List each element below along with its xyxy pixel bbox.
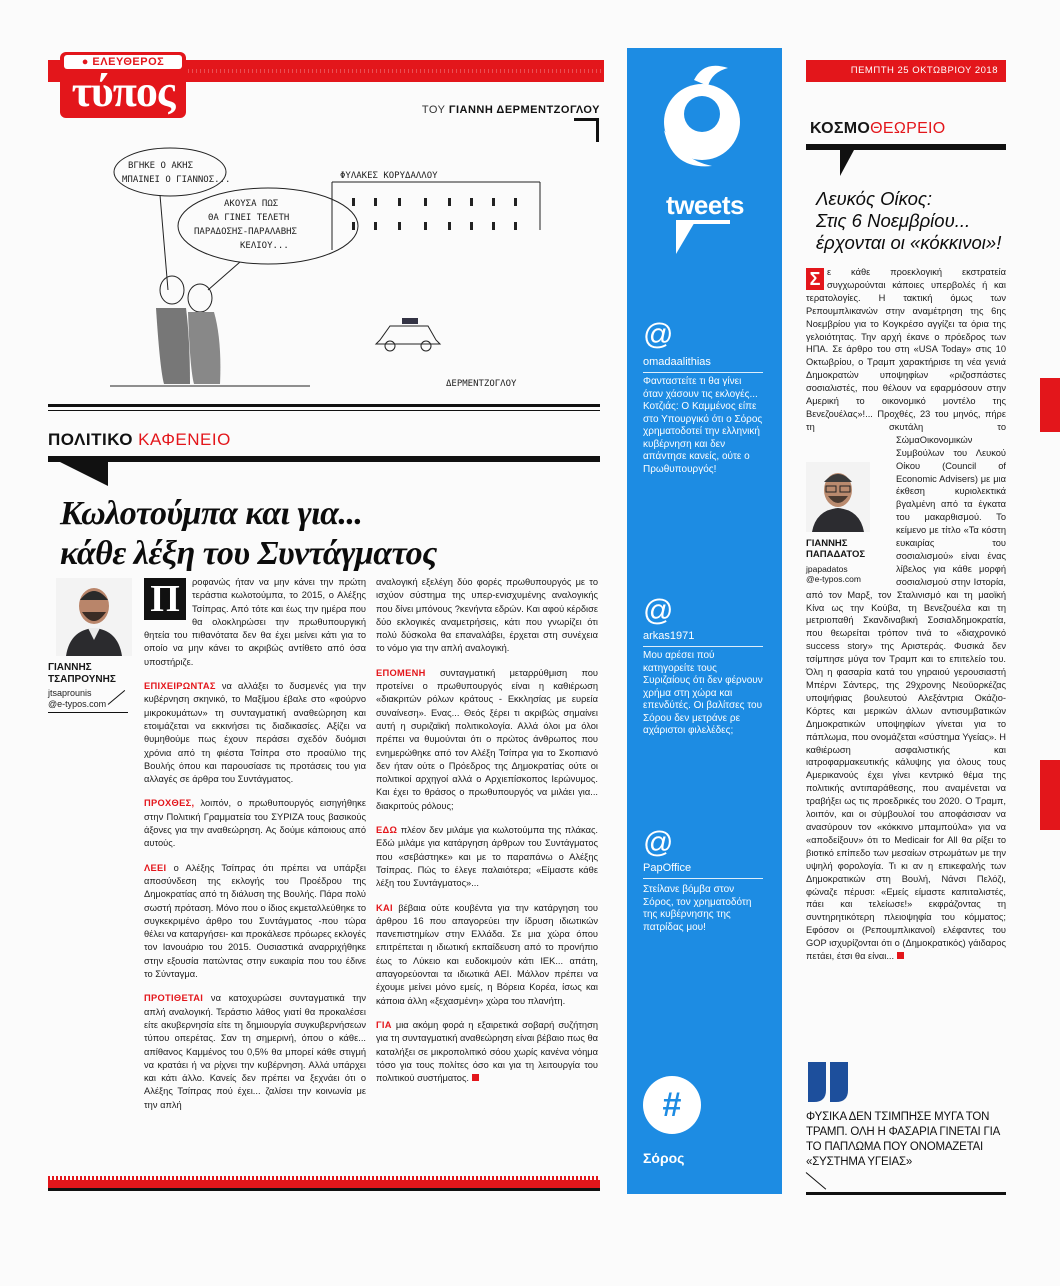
byline-prefix: ΤΟΥ (421, 104, 446, 116)
pull-quote-rule (806, 1192, 1006, 1195)
article-paragraph (144, 992, 366, 1112)
right-author-name (806, 538, 876, 560)
right-section-shard (840, 150, 854, 176)
quote-icon-drawing (806, 1060, 852, 1104)
right-headline (816, 188, 1006, 254)
at-icon: @ (643, 594, 674, 627)
end-mark-icon (897, 952, 904, 959)
author-domain: @e-typos.com (48, 699, 107, 709)
right-author-email[interactable] (806, 564, 886, 584)
paragraph-keyword: ΕΠΙΧΕΙΡΩΝΤΑΣ (144, 681, 216, 692)
bubble1-line1: ΒΓΗΚΕ Ο ΑΚΗΣ (128, 161, 194, 171)
tweet-handle[interactable]: arkas1971 (643, 630, 695, 642)
page-edge-mark (1040, 378, 1060, 432)
byline-tick (596, 118, 599, 142)
right-section-rule (806, 144, 1006, 150)
bubble2-line1: ΑΚΟΥΣΑ ΠΩΣ (224, 199, 279, 209)
cartoon-rule-thin (48, 410, 600, 411)
article-paragraph (144, 862, 366, 982)
footer-black-band (48, 1188, 600, 1191)
paragraph-text: μια ακόμη φορά η εξαιρετικά σοβαρή συζήτηση για τη συνταγματική αναθεώρηση είναι βέβαιο πως θα καταλήξει σε μικροπολιτικό σόου χωρίς κανένα νόημα τόσο για τους πολίτες όσο και για τη λειτουργία του πολιτικού συστήματος. (376, 1019, 598, 1084)
page-edge-mark (1040, 760, 1060, 830)
tweets-title: tweets (666, 190, 744, 220)
tweet-divider (643, 878, 763, 879)
paragraph-keyword: ΠΡΟΧΘΕΣ, (144, 798, 195, 809)
cartoon-byline (400, 104, 600, 116)
author-photo (56, 578, 132, 656)
bubble2-line3: ΠΑΡΑΔΟΣΗΣ-ΠΑΡΑΛΑΒΗΣ (194, 227, 297, 237)
right-author-handle: jpapadatos (806, 564, 848, 574)
right-section-title (810, 120, 946, 138)
logo-wordmark: τύπος (71, 67, 175, 116)
paragraph-text: βέβαια ούτε κουβέντα για την κατάργηση του άρθρου 16 που απαγορεύει την ίδρυση ιδιωτικών πανεπιστημίων στην Ελλάδα. Σε μια χώρα όπου επιτρέπεται η ιδιωτική εκπαίδευση από το προνήπιο έως το Λύκειο και ευδοκιμούν κάτι ΙΕΚ... απάτη, απαγορεύονται τα ιδιωτικά ΑΕΙ. Μάλλον πρέπει να έχουμε μείνει μόνο εμείς, η Βόρεια Κορέα, ίσως και κάποια άλλη «ξεχασμένη» χώρα του πλανήτη. (376, 902, 598, 1006)
issue-date: ΠΕΜΠΤΗ 25 ΟΚΤΩΒΡΙΟΥ 2018 (806, 60, 1006, 82)
pull-quote-diag (806, 1172, 827, 1189)
right-author-name-line1: ΓΙΑΝΝΗΣ (806, 538, 848, 549)
end-mark-icon (472, 1074, 479, 1081)
tweet-divider (643, 372, 763, 373)
paragraph-text: να αλλάξει το δυσμενές για την κυβέρνηση σκηνικό, το Μαξίμου έβαλε στο «φούρνο μικροκυμάτων» τη συνταγματική αναθεώρηση και ετοιμάζεται να εκκινήσει τις διαδικασίες. Αξίζει να θυμηθούμε πως έχουν περάσει σχεδόν δυόμισι χρόνια από τη φιέστα Τσίπρα στο προαύλιο της Βουλής όπου και παρουσίασε τις προτάσεις του για αλλαγές σε άρθρα του Συντάγματος. (144, 681, 366, 785)
pull-quote: ΦΥΣΙΚΑ ΔΕΝ ΤΣΙΜΠΗΣΕ ΜΥΓΑ ΤΟΝ ΤΡΑΜΠ. ΟΛΗ Η ΦΑΣΑΡΙΑ ΓΙΝΕΤΑΙ ΓΙΑ ΤΟ ΠΑΠΛΩΜΑ ΠΟΥ ΟΝΟΜΑΖΕΤΑΙ «ΣΥΣΤΗΜΑ ΥΓΕΙΑΣ» (806, 1111, 1000, 1168)
paragraph-keyword: ΕΔΩ (376, 825, 398, 836)
prison-sign: ΦΥΛΑΚΕΣ ΚΟΡΥΔΑΛΛΟΥ (340, 171, 438, 181)
right-author-domain: @e-typos.com (806, 574, 861, 584)
right-headline-line1: Λευκός Οίκος: (816, 188, 933, 209)
right-title-bold: ΚΟΣΜΟ (810, 120, 871, 137)
author-handle: jtsaprounis (48, 688, 92, 698)
tweet-handle[interactable]: PapOffice (643, 862, 692, 874)
cartoon-signature: ΔΕΡΜΕΝΤΖΟΓΛΟΥ (446, 379, 517, 389)
right-headline-line3: έρχονται οι «κόκκινοι»! (816, 232, 1002, 253)
cartoon-drawing (90, 140, 590, 400)
bubble1-line2: ΜΠΑΙΝΕΙ Ο ΓΙΑΝΝΟΣ... (122, 175, 231, 185)
article-paragraph (144, 680, 366, 786)
paragraph-text: να κατοχυρώσει συνταγματικά την απλή αναλογική. Τεράστιο λάθος γιατί θα προκαλέσει είτε ακυβερνησία είτε τη δημιουργία συγκυβερνήσεων τύπου οπερέτας. Σαν τη σημερινή, όπου ο κάθε... απίθανος Καμμένος του 0,5% θα μπορεί κάθε στιγμή να κρατάει ή να ρίχνει την κυβέρνηση. Αλλά υπάρχει και κάτι άλλο. Κανείς δεν πρέπει να ξεχνάει ότι ο Αλέξης Τσίπρας πού έχει... ζαλίσει την κοινωνία με την απλή (144, 993, 366, 1110)
footer-red-band (48, 1180, 600, 1188)
quote-icon (806, 1060, 852, 1104)
tweet-handle[interactable]: omadaalithias (643, 356, 711, 368)
paragraph-keyword: ΛΕΕΙ (144, 862, 167, 873)
article-paragraph (376, 824, 598, 890)
headline-line2: κάθε λέξη του Συντάγματος (60, 535, 437, 572)
right-paragraph (806, 266, 1006, 963)
paragraph-text: ροφανώς ήταν να μην κάνει την πρώτη τεράστια κωλοτούμπα, το 2015, ο Αλέξης Τσίπρας. Από τότε και έως την ημέρα που θα ολοκληρώσει την πρωθυπουργική θητεία του πιθανότατα δεν θα έχει μείνει κάτι για το οποίο να μην κάνει το ακριβώς αντίθετο από όσα υποστήριζε. (144, 577, 366, 667)
right-dropcap: Σ (806, 268, 824, 290)
author-name (48, 662, 138, 686)
article-paragraph (144, 576, 366, 669)
article-paragraph (376, 667, 598, 813)
logo-top-label: ● ΕΛΕΥΘΕΡΟΣ (64, 55, 182, 69)
at-icon: @ (643, 318, 674, 351)
tweet-text: Μου αρέσει πού κατηγορείτε τους Συριζαίους ότι δεν φέρνουν χρήμα στη χώρα και επενδύτές. Οι βαλίτσες του Σόρου δεν μετράνε ρε αχάριστοι φιλελέδες; (643, 650, 763, 736)
paragraph-text: πλέον δεν μιλάμε για κωλοτούμπα της πλάκας. Εδώ μιλάμε για κατάργηση άρθρων του Συντάγματος που «σεβάστηκε» και με το παραπάνω ο Αλέξης Τσίπρας. Πώς το έλεγε παλαιότερα; «Είμαστε κάθε λέξη του Συντάγματος»... (376, 825, 599, 889)
right-author-name-line2: ΠΑΠΑΔΑΤΟΣ (806, 549, 866, 560)
paragraph-keyword: ΓΙΑ (376, 1019, 392, 1030)
article-column-2 (376, 576, 598, 1096)
tweet-text: Φανταστείτε τι θα γίνει όταν χάσουν τις εκλογές... Κοτζιάς: Ο Καμμένος είπε στο Υπουργικό ότι ο Σόρος χρηματοδοτεί την ελληνική κυβέρνηση και δεν απάντησε κανείς, ούτε ο Πρωθυπουργός! (643, 376, 763, 475)
political-cartoon (90, 140, 590, 400)
paragraph-keyword: ΠΡΟΤΙΘΕΤΑΙ (144, 993, 204, 1004)
bird-logo-icon (642, 60, 762, 190)
paragraph-text: αναλογική εξελέγη δύο φορές πρωθυπουργός με το ισχύον σύστημα της υπερ-ενισχυμένης αναλογικής που δίνει μπόνους ?κενήντα εδρών. Και αφού κέρδισε δύο εκλογικές αναμετρήσεις, κάτι που γνωρίζει ότι πολύ δύσκολα θα επαναλάβει, έρχεται στη συνέχεια το νόμο για την απλή αναλογική. (376, 577, 598, 654)
section-title-light: ΚΑΦΕΝΕΙΟ (138, 430, 231, 449)
byline-name: ΓΙΑΝΝΗ ΔΕΡΜΕΝΤΖΟΓΛΟΥ (448, 104, 600, 116)
hashtag-symbol: # (662, 1086, 682, 1124)
cartoon-rule (48, 404, 600, 407)
byline-tick-bar (574, 118, 599, 121)
right-author-photo (806, 462, 870, 532)
paragraph-text: ε κάθε προεκλογική εκστρατεία συγχωρούνται κάποιες υπερβολές ή και τερατολογίες. Η τακτική όμως των Ρεπουμπλικανών στην αναμέτρηση της 6ης Νοεμβρίου για το Κογκρέσο αγγίζει τα όρια της γελοιότητας. Την αρχή έκανε ο πρόεδρος των ΗΠΑ. Σε άρθρο του στη «USA Today» στις 10 Οκτωβρίου, ο Τραμπ χαρακτήρισε τη νέα γενιά Δημοκρατών υποψηφίων «ριζοσπάστες σοσιαλιστές, που θέλουν να εφαρμόσουν στην Αμερική το οικονομικό μοντέλο της Βενεζουέλας»!... Προχθές, 23 του μηνός, πήρε τη σκυτάλη το Σώμα (806, 267, 1006, 445)
author-rule (48, 712, 128, 713)
article-dropcap: Π (144, 578, 186, 620)
article-headline (60, 494, 600, 574)
right-author-photo-drawing (806, 462, 870, 532)
section-title (48, 430, 231, 450)
author-name-line2: ΤΣΑΠΡΟΥΝΗΣ (48, 674, 116, 685)
paragraph-keyword: ΕΠΟΜΕΝΗ (376, 667, 426, 678)
author-photo-drawing (56, 578, 132, 656)
at-icon: @ (643, 826, 674, 859)
paragraph-text: λοιπόν, ο πρωθυπουργός εισηγήθηκε στην Πολιτική Γραμματεία του ΣΥΡΙΖΑ τους βασικούς άξονες για την αναθεώρηση. Ας δούμε κάποιους από αυτούς. (144, 798, 366, 849)
author-name-line1: ΓΙΑΝΝΗΣ (48, 662, 92, 673)
bubble2-line4: ΚΕΛΙΟΥ... (240, 241, 289, 251)
article-paragraph (144, 797, 366, 850)
paragraph-text: Οικονομικών Συμβούλων του Λευκού Οίκου (Council of Economic Advisers) με μια έκθεση κυριολεκτικά βγαλμένη από τα έγκατα του μακαρθισμού. Το κείμενο με τίτλο «Τα κόστη ευκαιρίας του σοσιαλισμού» είναι ένας λίβελος για κάθε μορφή σοσιαλισμού στην Ιστορία, από τον Μαρξ, τον Σταλινισμό και τη μαοϊκή Κίνα ως την Κούβα, τη Βενεζουέλα και τη μετριοπαθή Σκανδιναβική Σοσιαλδημοκρατία, που θεωρείται τρόπον τινά το «διαχρονικό success story» της Αριστεράς. Φυσικά δεν τσίμπησε μύγα τον Τραμπ και το επιτελείο του. Όλη η φασαρία κατά του γηραιού γερουσιαστή Μπέρνι Σάντερς, της 29χρονης Νεοϋορκέζας υποψήφιας βουλευτού Αλεξάντρια Οκάζιο-Κόρτες και μερικών άλλων αντισυμβατικών Δημοκρατικών υποψηφίων γίνεται για το πάπλωμα, που ονομάζεται «σύστημα Υγείας». Η καθιέρωση ασφαλιστικής και ιατροφαρμακευτικής κάλυψης για όλους τους Αμερικανούς έχει γίνει κεντρικό θέμα της πολιτικής αντιπαράθεσης, που αναμένεται να τραβήξει ως τις προεδρικές του 2020. Ο Τραμπ, λοιπόν, και οι σύμβουλοί του αποφάσισαν να ανασύρουν τον «κόκκινο μπαμπούλα» για να «αποδείξουν» ότι το Medicair for All θα ρίξει το βιοτικό επίπεδο των μεσαίων στρωμάτων με την υψηλή φορολογία. Τι κι αν η επικεφαλής των Δημοκρατικών στη Βουλή, Νάνσι Πελόζι, φώναζε πέρυσι: «Εμείς είμαστε καπιταλιστές, πάει και τελείωσε!» εκφράζοντας τη συντηρητικότερη πλειοψηφία του κόμματος; Εφόσον οι (Ρεπουμπλικανοί) ελέφαντες του GOP ισχυρίζονται ότι ο (Δημοκρατικός) γάιδαρος πετάει, έτσι θα είναι... (806, 434, 1006, 962)
paragraph-text: συνταγματική μεταρρύθμιση που προτείνει ο πρωθυπουργός είναι η καθιέρωση «διακριτών ρόλων κράτους - Εκκλησίας με ευρεία συναίνεση». Ενας... Θεός ξέρει τι ακριβώς σημαίνει αυτή η συριζαϊκή πολιτικολογία. Αλλά όλοι μα όλοι πρέπει να θυμούνται ότι ο πρώτος άνθρωπος που ενημερώθηκε από τον Αλέξη Τσίπρα για το Σκοπιανό δεν ήταν ούτε ο Πρόεδρος της Δημοκρατίας ούτε οι πολιτικοί αρχηγοί αλλά ο Αρχιεπίσκοπος Ιερώνυμος. Και έχει το θράσος ο πρωθυπουργός να μιλάει για... διακριτούς ρόλους; (376, 667, 598, 811)
article-column-1 (144, 576, 366, 1123)
section-title-bold: ΠΟΛΙΤΙΚΟ (48, 430, 133, 449)
bird-logo-drawing (642, 60, 762, 190)
right-headline-line2: Στις 6 Νοεμβρίου... (816, 210, 971, 231)
article-paragraph (376, 902, 598, 1008)
paragraph-text: ο Αλέξης Τσίπρας ότι πρέπει να υπάρξει αποσύνδεση της εκλογής του Προέδρου της Δημοκρατίας από τη διάλυση της Βουλής. Πάρα πολύ σωστή πρόταση. Μόνο που ο ίδιος εκμεταλλεύθηκε το συγκεκριμένο άρθρο του Συντάγματος -που τώρα θέλει να καταργήσει- και προκάλεσε πρόωρες εκλογές τον Ιανουάριο του 2015. Ουσιαστικά αναρριχήθηκε στην εξουσία πατώντας στην ευκαιρία που του έδινε το Σύνταγμα. (144, 862, 366, 980)
section-rule-shard (48, 456, 108, 486)
tweet-divider (643, 646, 763, 647)
headline-line1: Κωλοτούμπα και για... (60, 495, 363, 532)
paragraph-keyword: ΚΑΙ (376, 902, 393, 913)
tweet-text: Στείλανε βόμβα στον Σόρος, τον χρηματοδότη της κυβέρνησης της πατρίδας μου! (643, 884, 752, 933)
hashtag-label[interactable]: Σόρος (643, 1150, 685, 1166)
right-article-body (806, 266, 1006, 963)
article-paragraph (376, 576, 598, 656)
section-rule (48, 456, 600, 462)
right-title-light: ΘΕΩΡΕΙΟ (870, 120, 946, 137)
bubble2-line2: ΘΑ ΓΙΝΕΙ ΤΕΛΕΤΗ (208, 213, 290, 223)
article-paragraph (376, 1019, 598, 1085)
